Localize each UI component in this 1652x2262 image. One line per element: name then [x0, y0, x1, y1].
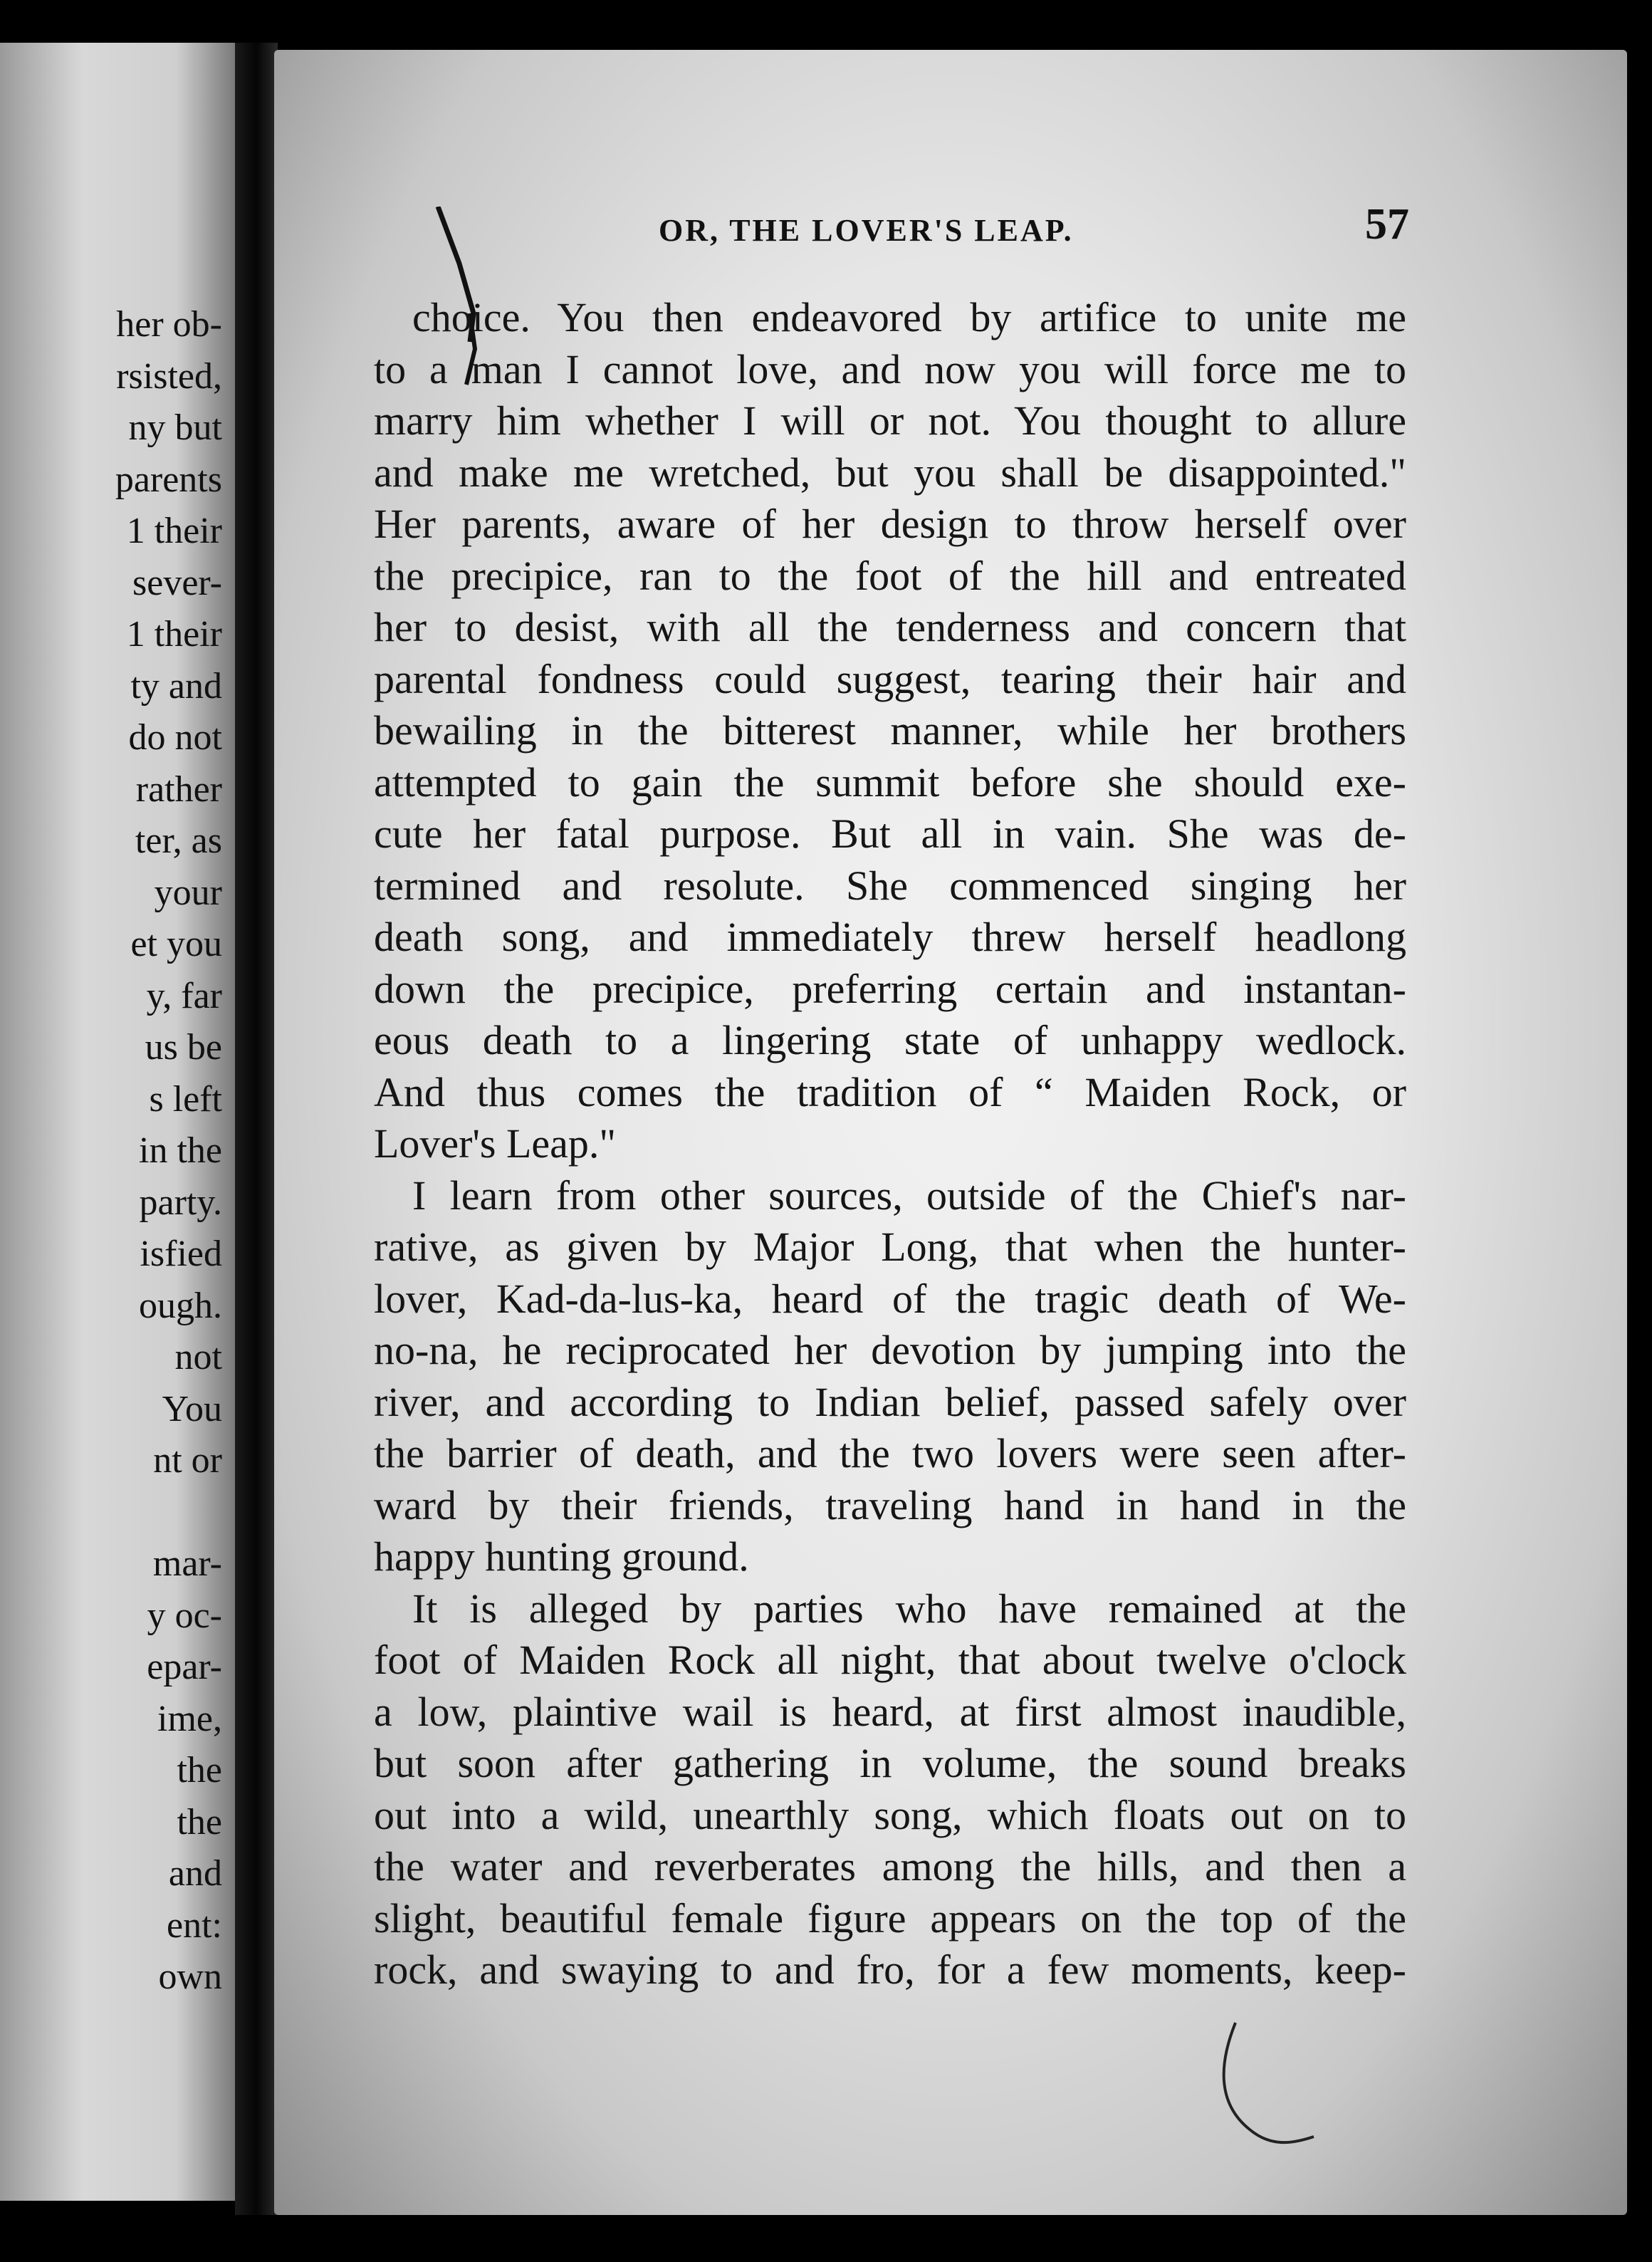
- text-line: choice. You then endeavored by artifice to unite me: [412, 294, 1406, 340]
- left-line: ty and: [130, 665, 222, 707]
- text-line: lover, Kad-da-lus-ka, heard of the tragic death of We-: [374, 1275, 1406, 1322]
- left-line: ter, as: [135, 820, 222, 861]
- left-line: You: [162, 1388, 222, 1429]
- text-line: Her parents, aware of her design to throw herself over: [374, 501, 1406, 547]
- left-line: sever-: [132, 562, 222, 603]
- left-line: ime,: [157, 1698, 222, 1739]
- left-line: 1 their: [126, 511, 222, 551]
- left-line: [0, 1487, 222, 1539]
- text-line: to a man I cannot love, and now you will force me to: [374, 345, 1406, 392]
- text-line: but soon after gathering in volume, the sound breaks: [374, 1740, 1406, 1786]
- ink-scribble: [1207, 2016, 1321, 2158]
- text-line: bewailing in the bitterest manner, while her brothers: [374, 707, 1406, 754]
- text-line: foot of Maiden Rock all night, that about twelve o'clock: [374, 1637, 1406, 1683]
- left-line: ny but: [128, 407, 222, 448]
- left-line: the: [177, 1750, 222, 1791]
- left-page: [0, 43, 235, 2201]
- left-line: not: [174, 1337, 222, 1377]
- left-page-text: [0, 299, 222, 2003]
- body-text: [374, 292, 1406, 1996]
- text-line: a low, plaintive wail is heard, at first almost inaudible,: [374, 1688, 1406, 1735]
- left-line: ough.: [139, 1285, 222, 1326]
- left-line: in the: [139, 1130, 222, 1171]
- left-line: y oc-: [147, 1595, 222, 1636]
- text-line: cute her fatal purpose. But all in vain. She was de-: [374, 811, 1406, 857]
- text-line: no-na, he reciprocated her devotion by jumping into the: [374, 1327, 1406, 1373]
- left-line: rather: [135, 768, 222, 810]
- text-line: rock, and swaying to and fro, for a few moments, keep-: [374, 1946, 1406, 1993]
- text-line: the water and reverberates among the hills, and then a: [374, 1843, 1406, 1890]
- left-line: own: [158, 1956, 222, 1997]
- text-line: her to desist, with all the tenderness and concern that: [374, 604, 1406, 650]
- running-head: OR, THE LOVER'S LEAP.: [659, 213, 1074, 248]
- text-line: attempted to gain the summit before she should exe-: [374, 759, 1406, 806]
- book-gutter: [235, 43, 278, 2215]
- text-line: the precipice, ran to the foot of the hill and entreated: [374, 552, 1406, 599]
- left-line: 1 their: [126, 614, 222, 655]
- left-line: her ob-: [116, 304, 222, 345]
- text-line: It is alleged by parties who have remained at the: [412, 1585, 1406, 1632]
- left-line: party.: [139, 1182, 222, 1223]
- text-line: Lover's Leap.": [374, 1120, 617, 1167]
- left-line: nt or: [153, 1440, 222, 1481]
- text-line: slight, beautiful female figure appears on the top of the: [374, 1894, 1406, 1942]
- left-line: isfied: [140, 1234, 222, 1274]
- left-line: and: [168, 1853, 222, 1894]
- left-line: ent:: [167, 1904, 222, 1946]
- text-line: happy hunting ground.: [374, 1533, 749, 1580]
- left-line: parents: [115, 459, 222, 500]
- text-line: And thus comes the tradition of “ Maiden Rock, or: [374, 1068, 1406, 1115]
- text-line: eous death to a lingering state of unhappy wedlock.: [374, 1017, 1406, 1063]
- left-line: et you: [130, 924, 222, 964]
- text-line: down the precipice, preferring certain and instantan-: [374, 965, 1406, 1012]
- left-line: do not: [128, 717, 222, 758]
- text-line: the barrier of death, and the two lovers were seen after-: [374, 1430, 1406, 1476]
- left-line: s left: [149, 1078, 222, 1120]
- text-line: ward by their friends, traveling hand in hand in the: [374, 1481, 1406, 1528]
- text-line: termined and resolute. She commenced singing her: [374, 862, 1406, 909]
- text-line: rative, as given by Major Long, that when the hunter-: [374, 1224, 1406, 1270]
- left-line: us be: [145, 1027, 222, 1068]
- left-line: y, far: [146, 975, 222, 1016]
- page-number: 57: [1365, 200, 1409, 249]
- text-line: river, and according to Indian belief, passed safely over: [374, 1378, 1406, 1425]
- text-line: death song, and immediately threw herself headlong: [374, 914, 1406, 960]
- text-line: I learn from other sources, outside of the Chief's nar-: [412, 1172, 1406, 1219]
- left-line: the: [177, 1801, 222, 1843]
- left-line: epar-: [147, 1647, 222, 1687]
- left-line: rsisted,: [116, 355, 222, 397]
- text-line: out into a wild, unearthly song, which floats out on to: [374, 1791, 1406, 1838]
- text-line: marry him whether I will or not. You thought to allure: [374, 397, 1406, 444]
- left-line: your: [154, 872, 222, 913]
- left-line: mar-: [152, 1543, 222, 1584]
- text-line: parental fondness could suggest, tearing their hair and: [374, 655, 1406, 702]
- text-line: and make me wretched, but you shall be disappointed.": [374, 449, 1406, 496]
- right-page: [274, 50, 1627, 2215]
